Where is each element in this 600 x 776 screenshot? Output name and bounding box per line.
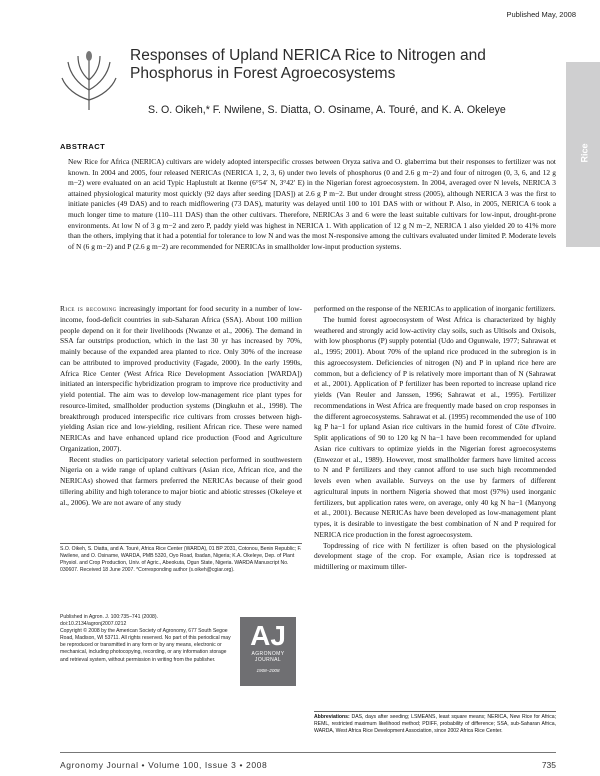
body-paragraph [60, 304, 302, 455]
journal-name-line2: JOURNAL [254, 657, 282, 663]
dropcap-lead: Rice is becoming [60, 304, 117, 313]
doi-line: doi:10.2134/agronj2007.0212 [60, 621, 127, 628]
journal-initials: AJ [250, 620, 286, 651]
abbreviations [314, 714, 556, 736]
journal-years: 1908–2008 [256, 668, 280, 673]
publication-date: Published May, 2008 [506, 10, 576, 19]
citation-line: Published in Agron. J. 100:735–741 (2008). [60, 614, 158, 620]
body-paragraph: Recent studies on participatory varietal selection performed in southwestern Nigeria on a wide range of upland cultivars (Asian rice, African rice, and the NERICAs) showed that farmers preferred the NERICAs because of their good tillering ability and high tolerance to major biotic and abiotic stresses (Okeleye et al., 2006). We are not aware of any study [60, 454, 302, 507]
author-list: S. O. Oikeh,* F. Nwilene, S. Diatta, O. Osiname, A. Touré, and K. A. Okeleye [148, 104, 506, 116]
body-column-right [314, 304, 556, 573]
body-paragraph: performed on the response of the NERICAs to application of inorganic fertilizers. [314, 304, 556, 313]
footer-journal: Agronomy Journal • Volume 100, Issue 3 • 2008 [60, 760, 268, 770]
body-column-left [60, 304, 302, 508]
journal-badge [240, 617, 296, 686]
paragraph-text: increasingly important for food security in a number of low-income, food-deficit countries in sub-Saharan Africa (SSA). About 100 million people depend on it for their livelihoods (Nwanze et al., 2006). The demand in SSA far outstrips production, which in the last 30 yr has increased by 70%, mainly because of the expanded area planted to rice. Only 30% of the increase can be attributed to improved productivity (Fagade, 2000). In the early 1990s, Africa Rice Center (West Africa Rice Development Association [WARDA]) initiated an interspecific hybridization program to improve rice productivity and yield potential. The aim was to develop low-management rice plant types for resource-limited, smallholder production systems (Dingkuhn et al., 1998). The breakthrough produced interspecific rice cultivars from crosses between high-yielding Asian rice and low-yielding, resilient African rice. These were named NERICAs and have enhanced upland rice production (Food and Agriculture Organization, 2007). [60, 304, 302, 453]
author-affiliations: S.O. Oikeh, S. Diatta, and A. Touré, Africa Rice Center (WARDA), 01 BP 2031, Cotonou, Benin Republic; F. Nwilene, and O. Osiname, WARDA, PMB 5320, Oyo Road, Ibadan, Nigeria; K.A. Okeleye, Dep. of Plant Physiol. and Crop Production, Univ. of Agric., Abeokuta, Ogun State, Nigeria. WARDA Manuscript No. 030607. Received 18 June 2007. *Corresponding author (s.oikeh@cgiar.org). [60, 546, 302, 574]
abbreviations-divider [314, 711, 556, 712]
copyright-notice: Copyright © 2008 by the American Society of Agronomy, 677 South Segoe Road, Madison, WI 53711. All rights reserved. No part of this periodical may be reproduced or transmitted in any form or by any means, electronic or mechanical, including photocopying, recording, or any information storage and retrieval system, without permission in writing from the publisher. [60, 628, 231, 663]
publication-info [60, 614, 236, 664]
section-tab-label: Rice [579, 143, 590, 163]
footer-divider [60, 752, 556, 753]
section-tab [566, 62, 600, 247]
abbreviations-text: DAS, days after seeding; LSMEANS, least square means; NERICA, New Rice for Africa; REML, restricted maximum likelihood method; PDIFF, probability of difference; SSA, sub-Saharan Africa, WARDA, West Africa Rice Development Association, since 2002 Africa Rice Center. [314, 714, 556, 735]
footnote-divider [60, 543, 302, 544]
abstract-text: New Rice for Africa (NERICA) cultivars are widely adopted interspecific crosses between Oryza sativa and O. glaberrima but their responses to fertilizer was not known. In 2004 and 2005, four released NERICAs (NERICA 1, 2, 3, 6) under two levels of phosphorus (0 and 2.6 g m−2) and four of nitrogen (0, 3, 6, and 12 g m−2) were evaluated on an acid Typic Haplustult at Ikenne (6°54′ N, 3°42′ E) in the Nigerian forest agroecosystem. In 2004, averaged over N levels, NERICA 3 attained physiological maturity most quickly (92 days after seeding [DAS]) at 2.6 g P m−2. But under drought stress (2005), although NERICA 3 was the first to initiate panicles (49 DAS) and to reach midflowering (73 DAS), maturity was delayed until 100 to 101 DAS with or without P. Also, in 2005, NERICA 6 took a much longer time to mature (110–111 DAS) than the other cultivars. Therefore, NERICAs 3 and 6 were the least suitable cultivars for low-input, drought-prone environments. At low N of 3 g m−2 and zero P, paddy yield was highest in NERICA 1. With application of 12 g N m−2, NERICA 1 also yielded 20 to 41% more than the others, implying that it had a potential for tolerance to low N and was the most N-responsive among the cultivars evaluated under limited P. Moderate levels of N (6 g m−2) and P (2.6 g m−2) are recommended for NERICAs in smallholder low-input production systems. [68, 157, 556, 251]
abbreviations-label: Abbreviations: [314, 714, 350, 720]
journal-name-line1: AGRONOMY [251, 651, 285, 657]
abstract-heading: ABSTRACT [60, 142, 106, 151]
article-title: Responses of Upland NERICA Rice to Nitrogen and Phosphorus in Forest Agroecosystems [130, 47, 486, 82]
body-paragraph: Topdressing of rice with N fertilizer is often based on the physiological development stage of the crop. For example, Asian rice is topdressed at midtillering or maximum tiller- [314, 540, 556, 571]
rice-plant-logo [60, 50, 118, 112]
body-paragraph: The humid forest agroecosystem of West Africa is characterized by highly weathered and strongly acid low-activity clay soils, such as Ultisols and Oxisols, with low phosphorus (P) supply potential (Udo and Ogunwale, 1977; Sahrawat et al., 1995; 2001). About 70% of the upland rice produced in the subregion is in this agroecosystem. Deficiencies of nitrogen (N) and P in upland rice here are common, but a deficiency of P is relatively more important than of N (Sahrawat et al., 2001). Application of P fertilizer has been reported to increase upland rice yields (Van Reuler and Janssen, 1996; Sahrawat et al., 1995). Fertilizer recommendations in West Africa are frequently made based on crop responses in the different agroecosystems. Sahrawat et al. (1995) recommended the use of 100 kg P ha−1 for upland Asian rice cultivars in the humid forest of Côte d'Ivoire. Split applications of 90 to 120 kg N ha−1 have been recommended for upland Asian rice cultivars to optimize yields in the Nigerian forest agroecosystems (Enwezor et al., 1989). However, most smallholder farmers have limited access to N and P fertilizers and they cannot afford to use such high recommended levels even when available. Surveys on the use by farmers of different agricultural inputs in northern Nigeria showed that most (97%) used inorganic fertilizers, but application rates were, on average, only 40 kg N ha−1 (Manyong et al., 2001). Because NERICAs have been developed as low-management plant types, it is desirable to investigate the best combination of N and P required for NERICA rice production in the forest agroecosystem. [314, 314, 556, 539]
page-number: 735 [541, 760, 556, 770]
